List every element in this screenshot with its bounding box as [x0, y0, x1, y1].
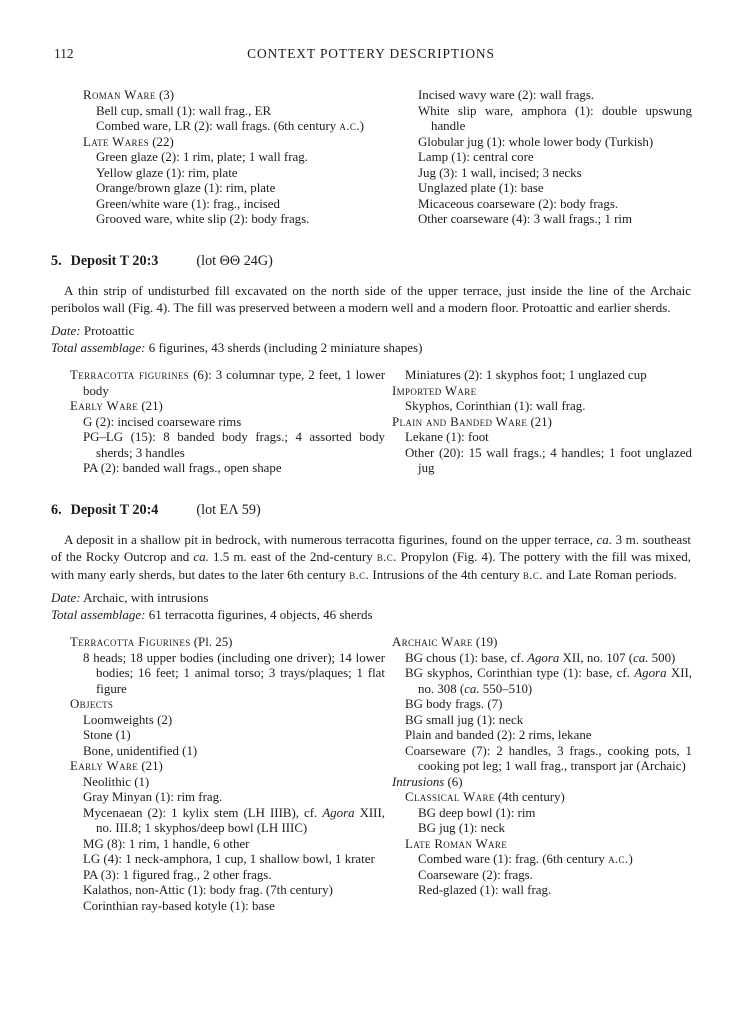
list-entry: Intrusions (6) — [392, 774, 463, 789]
list-entry: Jug (3): 1 wall, incised; 3 necks — [418, 165, 582, 180]
list-entry: Red-glazed (1): wall frag. — [418, 883, 552, 898]
list-entry: Other (20): 15 wall frags.; 4 handles; 1 foot unglazed jug — [405, 445, 692, 476]
list-entry: Neolithic (1) — [83, 774, 150, 789]
list-entry: Miniatures (2): 1 skyphos foot; 1 unglazed cup — [405, 368, 647, 383]
list-entry: Corinthian ray-based kotyle (1): base — [83, 898, 275, 913]
list-entry: MG (8): 1 rim, 1 handle, 6 other — [83, 836, 250, 851]
list-entry: Lamp (1): central core — [418, 150, 534, 164]
list-entry: Terracotta figurines (6): 3 columnar type, 2 feet, 1 lower body — [70, 368, 385, 398]
section-lot: (lot ΕΛ 59) — [196, 501, 261, 518]
assemblage-value: 6 figurines, 43 sherds (including 2 miniature shapes) — [148, 340, 423, 356]
list-entry: Yellow glaze (1): rim, plate — [96, 165, 238, 180]
list-entry: Orange/brown glaze (1): rim, plate — [96, 181, 276, 195]
list-entry: Lekane (1): foot — [405, 430, 489, 445]
list-entry: Micaceous coarseware (2): body frags. — [418, 196, 619, 211]
list-entry: BG deep bowl (1): rim — [418, 805, 536, 820]
page-header — [51, 46, 691, 61]
list-column-right — [392, 88, 692, 228]
section-title: Deposit T 20:3 — [70, 252, 159, 269]
list-entry: Coarseware (2): frags. — [418, 867, 533, 882]
list-entry: Combed ware (1): frag. (6th century a.c.) — [418, 852, 633, 867]
list-entry: Archaic Ware (19) — [392, 635, 498, 650]
list-entry: Late Wares (22) — [83, 134, 174, 149]
list-entry: Unglazed plate (1): base — [418, 181, 544, 195]
section-heading — [51, 503, 691, 518]
list-entry: PA (3): 1 figured frag., 2 other frags. — [83, 867, 272, 882]
date-line — [51, 589, 691, 606]
list-entry: Grooved ware, white slip (2): body frags. — [96, 212, 310, 226]
sections — [51, 254, 691, 915]
date-value: Archaic, with intrusions — [83, 590, 209, 606]
list-entry: White slip ware, amphora (1): double upswung handle — [418, 103, 692, 133]
assemblage-value: 61 terracotta figurines, 4 objects, 46 sherds — [148, 607, 373, 623]
section-pottery-list — [70, 368, 691, 477]
list-entry: Green glaze (2): 1 rim, plate; 1 wall frag. — [96, 150, 308, 164]
section-paragraph: A deposit in a shallow pit in bedrock, with numerous terracotta figurines, found on the upper terrace, ca. 3 m. southeast of the Rocky Outcrop and ca. 1.5 m. east of the 2nd-century b.c. Propylon (Fig. 4). The pottery with the fill was mixed, with many early sherds, but dates to the later 6th century b.c. Intrusions of the 4th century b.c. and Late Roman periods. — [51, 531, 692, 582]
list-entry: Stone (1) — [83, 728, 131, 743]
list-entry: BG body frags. (7) — [405, 697, 503, 712]
list-entry: Early Ware (21) — [70, 399, 163, 414]
section-deposit-t20-4 — [51, 503, 691, 914]
assemblage-line — [51, 606, 691, 623]
list-column-right — [392, 635, 692, 914]
list-entry: Coarseware (7): 2 handles, 3 frags., cooking pots, 1 cooking pot leg; 1 wall frag., transport jar (Archaic) — [405, 743, 692, 774]
list-entry: Skyphos, Corinthian (1): wall frag. — [405, 399, 586, 414]
list-entry: BG jug (1): neck — [418, 821, 505, 836]
list-column-left — [70, 368, 392, 477]
section-title: Deposit T 20:4 — [70, 501, 159, 518]
section-number: 6. — [51, 501, 62, 518]
section-lot: (lot ΘΘ 24G) — [196, 252, 273, 269]
section-pottery-list — [70, 635, 691, 914]
list-entry: Plain and banded (2): 2 rims, lekane — [405, 728, 592, 743]
list-column-left — [70, 635, 392, 914]
running-head: CONTEXT POTTERY DESCRIPTIONS — [247, 46, 495, 61]
section-meta — [51, 589, 691, 623]
date-line — [51, 322, 691, 339]
assemblage-label: Total assemblage: — [51, 607, 146, 623]
list-entry: Roman Ware (3) — [83, 88, 175, 102]
list-entry: Kalathos, non-Attic (1): body frag. (7th century) — [83, 883, 333, 898]
list-entry: Objects — [70, 697, 114, 712]
list-entry: LG (4): 1 neck-amphora, 1 cup, 1 shallow bowl, 1 krater — [83, 852, 375, 867]
list-entry: Terracotta Figurines (Pl. 25) — [70, 635, 233, 650]
list-column-right — [392, 368, 692, 477]
section-deposit-t20-3 — [51, 254, 691, 477]
list-entry: Bell cup, small (1): wall frag., ER — [96, 103, 272, 118]
date-label: Date: — [51, 590, 81, 606]
assemblage-label: Total assemblage: — [51, 340, 146, 356]
section-meta — [51, 322, 691, 356]
list-column-left — [70, 88, 392, 228]
page-number: 112 — [54, 46, 74, 61]
list-entry: Mycenaean (2): 1 kylix stem (LH IIIB), cf. Agora XIII, no. III.8; 1 skyphos/deep bowl (LH IIIC) — [83, 805, 385, 836]
list-entry: BG skyphos, Corinthian type (1): base, cf. Agora XII, no. 308 (ca. 550–510) — [405, 666, 693, 696]
list-entry: Green/white ware (1): frag., incised — [96, 196, 280, 211]
section-heading — [51, 254, 691, 269]
list-entry: 8 heads; 18 upper bodies (including one driver); 14 lower bodies; 16 feet; 1 animal torso; 3 trays/plaques; 1 flat figure — [83, 650, 385, 696]
list-entry: Gray Minyan (1): rim frag. — [83, 790, 223, 805]
date-value: Protoattic — [83, 323, 135, 339]
list-entry: Classical Ware (4th century) — [405, 790, 565, 805]
list-entry: Bone, unidentified (1) — [83, 743, 198, 758]
list-entry: Other coarseware (4): 3 wall frags.; 1 rim — [418, 212, 633, 226]
date-label: Date: — [51, 323, 81, 339]
list-entry: Late Roman Ware — [405, 836, 508, 851]
list-entry: Incised wavy ware (2): wall frags. — [418, 88, 595, 102]
list-entry: Early Ware (21) — [70, 759, 163, 774]
list-entry: Imported Ware — [392, 383, 477, 398]
list-entry: Loomweights (2) — [83, 712, 173, 727]
list-entry: BG chous (1): base, cf. Agora XII, no. 107 (ca. 500) — [405, 650, 676, 665]
list-entry: Combed ware, LR (2): wall frags. (6th century a.c.) — [96, 119, 365, 133]
assemblage-line — [51, 339, 691, 356]
section-number: 5. — [51, 252, 62, 269]
continued-pottery-list — [70, 88, 691, 228]
list-entry: PA (2): banded wall frags., open shape — [83, 461, 282, 476]
list-entry: Plain and Banded Ware (21) — [392, 414, 552, 429]
list-entry: Globular jug (1): whole lower body (Turkish) — [418, 134, 654, 149]
section-paragraph: A thin strip of undisturbed fill excavated on the north side of the upper terrace, just inside the line of the Archaic peribolos wall (Fig. 4). The fill was preserved between a modern well and a modern floor. Protoattic and earlier sherds. — [51, 282, 691, 315]
list-entry: G (2): incised coarseware rims — [83, 414, 242, 429]
list-entry: BG small jug (1): neck — [405, 712, 524, 727]
list-entry: PG–LG (15): 8 banded body frags.; 4 assorted body sherds; 3 handles — [83, 430, 385, 460]
